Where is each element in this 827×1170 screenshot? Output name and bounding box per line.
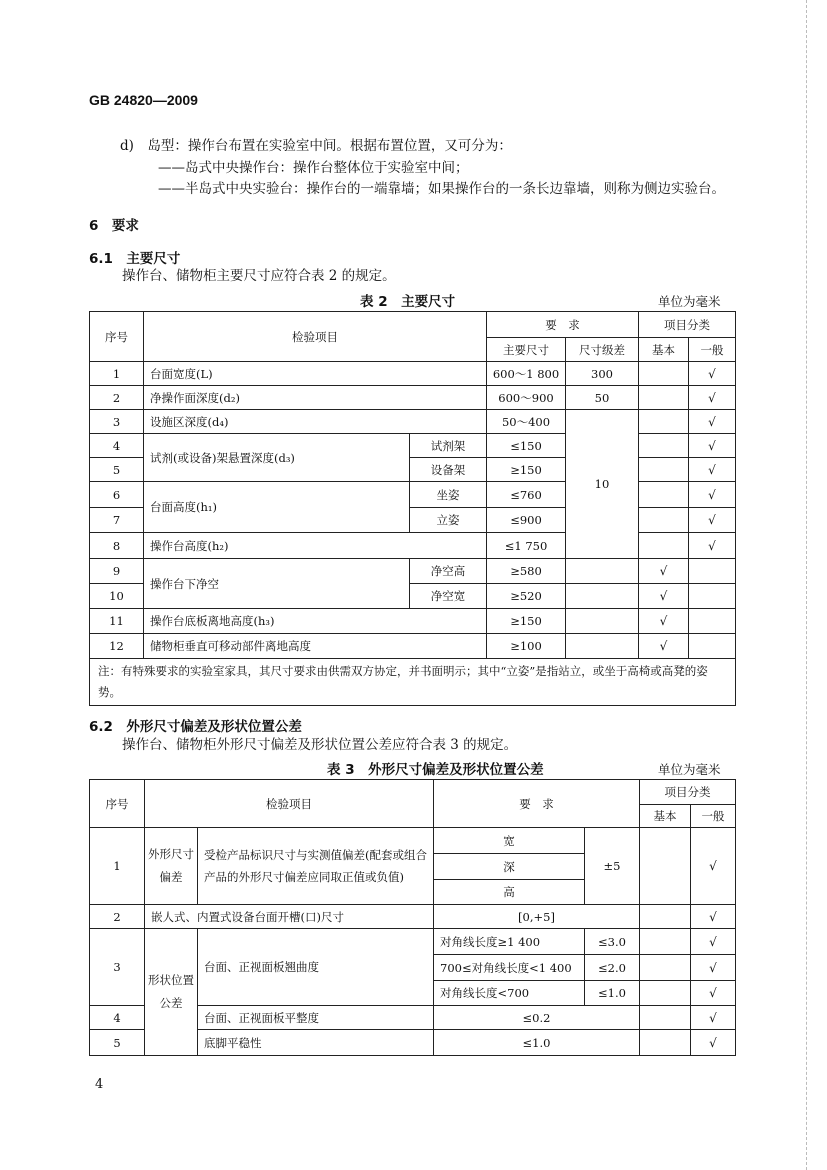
- table-row: [90, 609, 736, 634]
- t2-r7-main: ≤900: [487, 508, 566, 533]
- t2-header-seq: 序号: [90, 312, 144, 362]
- t2-r12-general: [689, 634, 736, 659]
- t3-r1-basic: [640, 828, 691, 905]
- t2-grade-merged: 10: [566, 410, 639, 559]
- t2-r6-sub: 坐姿: [410, 482, 487, 508]
- table-row: [90, 929, 736, 955]
- t2-r10-main: ≥520: [487, 584, 566, 609]
- dash-item-1: ——岛式中央操作台：操作台整体位于实验室中间；: [158, 160, 469, 176]
- t2-r9-seq: 9: [90, 559, 144, 584]
- t2-r3-general: √: [689, 410, 736, 434]
- t3-r1-depth: 深: [434, 854, 585, 880]
- t2-header-general: 一般: [689, 338, 736, 362]
- t2-r12-item: 储物柜垂直可移动部件离地高度: [144, 634, 487, 659]
- t2-r12-basic: √: [639, 634, 689, 659]
- t2-r11-grade: [566, 609, 639, 634]
- list-item-d: d) 岛型：操作台布置在实验室中间。根据布置位置，又可分为：: [120, 138, 512, 154]
- t2-r1-grade: 300: [566, 362, 639, 386]
- t2-r6-seq: 6: [90, 482, 144, 508]
- t3-r3-cond1: 对角线长度≥1 400: [434, 929, 585, 955]
- t2-r6-main: ≤760: [487, 482, 566, 508]
- t3-r1-general: √: [691, 828, 736, 905]
- t2-r4-sub: 试剂架: [410, 434, 487, 458]
- t2-r8-seq: 8: [90, 533, 144, 559]
- table-2-unit: 单位为毫米: [658, 294, 721, 309]
- t2-r6-basic: [639, 482, 689, 508]
- table-3: [89, 779, 736, 1056]
- t2-r1-item: 台面宽度(L): [144, 362, 487, 386]
- table-row: [90, 410, 736, 434]
- t3-r4-req: ≤0.2: [434, 1006, 640, 1030]
- t3-r5-general: √: [691, 1030, 736, 1056]
- t2-r6-general: √: [689, 482, 736, 508]
- t3-r3-basic1: [640, 929, 691, 955]
- t2-r3-item: 设施区深度(d₄): [144, 410, 487, 434]
- t3-r3-general3: √: [691, 981, 736, 1006]
- t3-r3-cat: 形状位置公差: [145, 929, 198, 1056]
- t2-r1-main: 600～1 800: [487, 362, 566, 386]
- t3-r1-seq: 1: [90, 828, 145, 905]
- t2-r1-basic: [639, 362, 689, 386]
- table-2-caption: 表 2 主要尺寸: [360, 294, 456, 310]
- t2-r2-main: 600～900: [487, 386, 566, 410]
- t3-r3-cond2: 700≤对角线长度<1 400: [434, 955, 585, 981]
- t2-r4-general: √: [689, 434, 736, 458]
- t3-r2-item: 嵌人式、内置式设备台面开槽(口)尺寸: [145, 905, 434, 929]
- t3-r3-general1: √: [691, 929, 736, 955]
- t2-r1-general: √: [689, 362, 736, 386]
- t2-r7-basic: [639, 508, 689, 533]
- t2-r910-item: 操作台下净空: [144, 559, 410, 609]
- section-6-1-heading: 6.1 主要尺寸: [89, 251, 181, 267]
- section-6-heading: 6 要求: [89, 218, 139, 234]
- t3-r2-basic: [640, 905, 691, 929]
- t3-r2-general: √: [691, 905, 736, 929]
- t3-header-general: 一般: [691, 805, 736, 828]
- t3-header-basic: 基本: [640, 805, 691, 828]
- t2-header-basic: 基本: [639, 338, 689, 362]
- t2-r5-basic: [639, 458, 689, 482]
- t2-r2-seq: 2: [90, 386, 144, 410]
- t2-r12-seq: 12: [90, 634, 144, 659]
- t3-r4-basic: [640, 1006, 691, 1030]
- t3-r3-basic3: [640, 981, 691, 1006]
- t2-r8-general: √: [689, 533, 736, 559]
- t2-r11-main: ≥150: [487, 609, 566, 634]
- table-note-row: [90, 659, 736, 706]
- t2-r10-general: [689, 584, 736, 609]
- t2-r2-general: √: [689, 386, 736, 410]
- t2-r11-basic: √: [639, 609, 689, 634]
- t2-r5-seq: 5: [90, 458, 144, 482]
- t2-r9-basic: √: [639, 559, 689, 584]
- t3-r3-basic2: [640, 955, 691, 981]
- t2-header-grade: 尺寸级差: [566, 338, 639, 362]
- t3-r2-seq: 2: [90, 905, 145, 929]
- t2-r11-item: 操作台底板离地高度(h₃): [144, 609, 487, 634]
- table-row: [90, 533, 736, 559]
- t3-r3-cond3: 对角线长度<700: [434, 981, 585, 1006]
- t2-r5-main: ≥150: [487, 458, 566, 482]
- t3-header-item: 检验项目: [145, 780, 434, 828]
- t2-r8-item: 操作台高度(h₂): [144, 533, 487, 559]
- t3-r4-item: 台面、正视面板平整度: [198, 1006, 434, 1030]
- t2-r2-grade: 50: [566, 386, 639, 410]
- table-row: [90, 634, 736, 659]
- t3-r1-req: ±5: [585, 828, 640, 905]
- t3-r5-req: ≤1.0: [434, 1030, 640, 1056]
- t2-r10-sub: 净空宽: [410, 584, 487, 609]
- section-6-1-text: 操作台、储物柜主要尺寸应符合表 2 的规定。: [122, 268, 396, 284]
- t3-header-seq: 序号: [90, 780, 145, 828]
- t3-r1-item: 受检产品标识尺寸与实测值偏差(配套或组合产品的外形尺寸偏差应同取正值或负值): [198, 828, 434, 905]
- t3-r3-item: 台面、正视面板翘曲度: [198, 929, 434, 1006]
- t2-r10-grade: [566, 584, 639, 609]
- section-6-2-heading: 6.2 外形尺寸偏差及形状位置公差: [89, 719, 302, 735]
- t2-r10-seq: 10: [90, 584, 144, 609]
- dash-item-2: ——半岛式中央实验台：操作台的一端靠墙；如果操作台的一条长边靠墙，则称为侧边实验台。: [158, 181, 725, 197]
- t2-r4-basic: [639, 434, 689, 458]
- t3-r3-seq: 3: [90, 929, 145, 1006]
- t2-r5-general: √: [689, 458, 736, 482]
- scan-edge: [806, 0, 827, 1170]
- table-3-caption: 表 3 外形尺寸偏差及形状位置公差: [327, 762, 544, 778]
- t2-r2-item: 净操作面深度(d₂): [144, 386, 487, 410]
- t3-r4-general: √: [691, 1006, 736, 1030]
- t2-r12-main: ≥100: [487, 634, 566, 659]
- t3-r3-val2: ≤2.0: [585, 955, 640, 981]
- t2-r7-sub: 立姿: [410, 508, 487, 533]
- t3-r3-val3: ≤1.0: [585, 981, 640, 1006]
- t2-r8-main: ≤1 750: [487, 533, 566, 559]
- t2-r4-main: ≤150: [487, 434, 566, 458]
- table-row: [90, 482, 736, 508]
- t2-r7-seq: 7: [90, 508, 144, 533]
- table-3-unit: 单位为毫米: [658, 762, 721, 777]
- table-2: [89, 311, 736, 706]
- t3-r1-width: 宽: [434, 828, 585, 854]
- page-number: 4: [95, 1077, 104, 1092]
- t3-r1-cat: 外形尺寸偏差: [145, 828, 198, 905]
- t2-r5-sub: 设备架: [410, 458, 487, 482]
- t2-header-main: 主要尺寸: [487, 338, 566, 362]
- t2-header-cat: 项目分类: [639, 312, 736, 338]
- t2-r3-basic: [639, 410, 689, 434]
- t2-r7-general: √: [689, 508, 736, 533]
- t2-r2-basic: [639, 386, 689, 410]
- t2-r8-basic: [639, 533, 689, 559]
- t2-r10-basic: √: [639, 584, 689, 609]
- t2-r9-sub: 净空高: [410, 559, 487, 584]
- t3-r1-height: 高: [434, 880, 585, 905]
- table-row: [90, 905, 736, 929]
- t3-header-cat: 项目分类: [640, 780, 736, 805]
- t2-r3-main: 50～400: [487, 410, 566, 434]
- table-row: [90, 559, 736, 584]
- standard-code: GB 24820—2009: [89, 92, 198, 108]
- t3-r3-general2: √: [691, 955, 736, 981]
- t3-r5-seq: 5: [90, 1030, 145, 1056]
- table-row: [90, 362, 736, 386]
- section-6-2-text: 操作台、储物柜外形尺寸偏差及形状位置公差应符合表 3 的规定。: [122, 737, 518, 753]
- t3-r3-val1: ≤3.0: [585, 929, 640, 955]
- t2-note: 注：有特殊要求的实验室家具，其尺寸要求由供需双方协定，并书面明示；其中“立姿”是指站立，或坐于高椅或高凳的姿势。: [90, 659, 736, 706]
- table-row: [90, 386, 736, 410]
- t2-r9-main: ≥580: [487, 559, 566, 584]
- t2-r9-grade: [566, 559, 639, 584]
- t2-header-req: 要 求: [487, 312, 639, 338]
- t2-header-item: 检验项目: [144, 312, 487, 362]
- t2-r3-seq: 3: [90, 410, 144, 434]
- table-row: [90, 434, 736, 458]
- t3-r4-seq: 4: [90, 1006, 145, 1030]
- t2-r1-seq: 1: [90, 362, 144, 386]
- t2-r12-grade: [566, 634, 639, 659]
- t2-r11-general: [689, 609, 736, 634]
- t3-header-req: 要 求: [434, 780, 640, 828]
- t3-r2-req: [0,+5]: [434, 905, 640, 929]
- t2-r45-item: 试剂(或设备)架悬置深度(d₃): [144, 434, 410, 482]
- t2-r4-seq: 4: [90, 434, 144, 458]
- t2-r9-general: [689, 559, 736, 584]
- table-row: [90, 828, 736, 854]
- t3-r5-basic: [640, 1030, 691, 1056]
- t3-r5-item: 底脚平稳性: [198, 1030, 434, 1056]
- t2-r11-seq: 11: [90, 609, 144, 634]
- t2-r67-item: 台面高度(h₁): [144, 482, 410, 533]
